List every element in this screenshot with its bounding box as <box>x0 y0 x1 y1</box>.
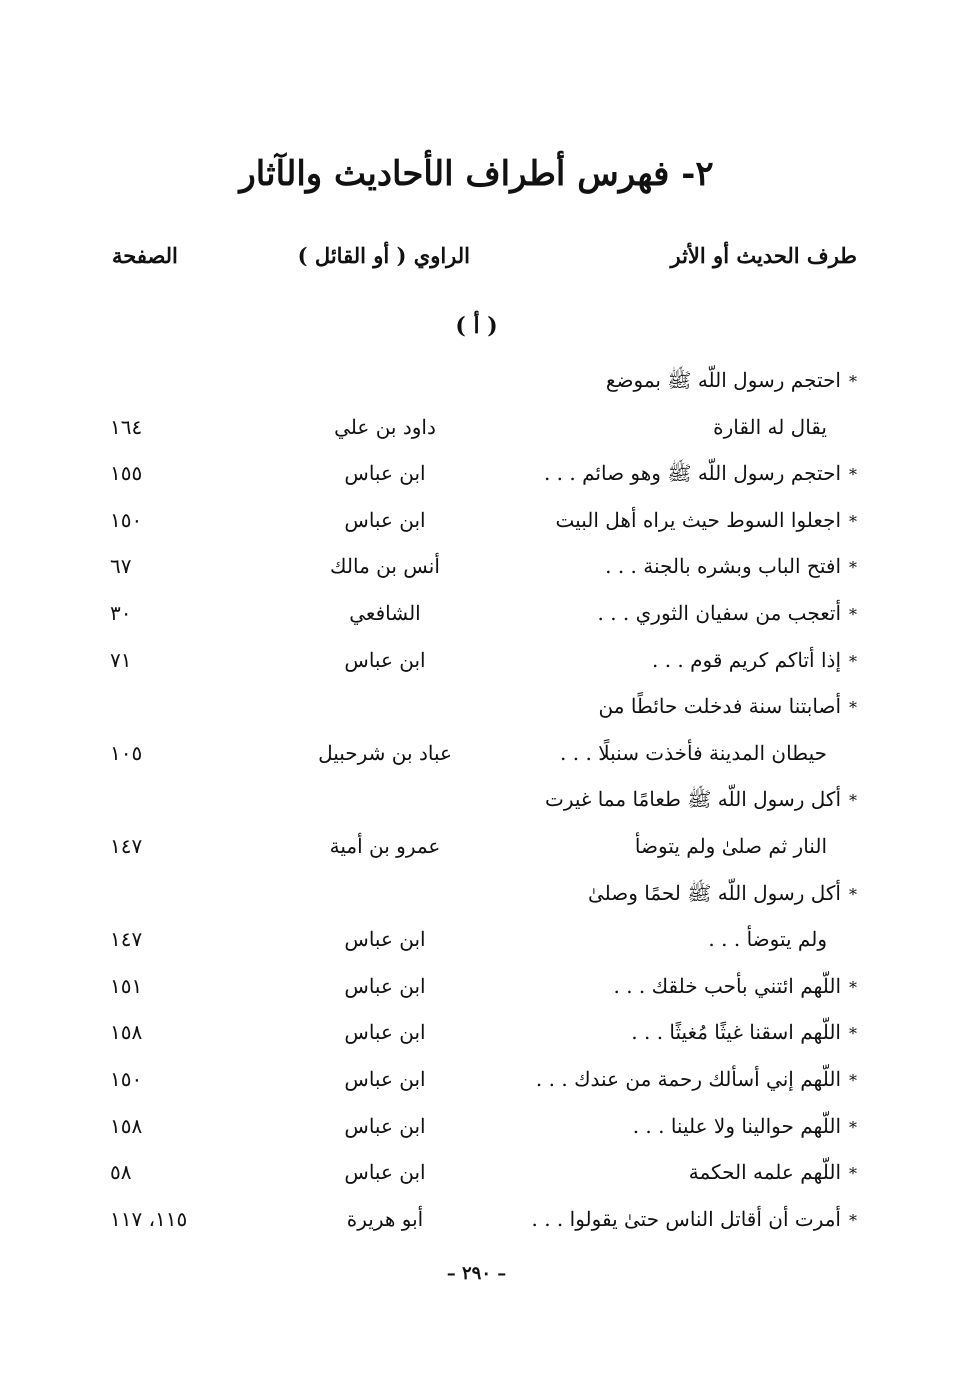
narrator-name: ابن عباس <box>344 1020 426 1045</box>
hadith-excerpt <box>560 741 827 765</box>
hadith-excerpt <box>635 834 827 858</box>
page-number: – ٢٩٠ – <box>446 1263 507 1284</box>
narrator-name: ابن عباس <box>344 1160 426 1185</box>
narrator-name: عباد بن شرحبيل <box>318 740 452 765</box>
asterisk-bullet-icon: * <box>849 1070 857 1090</box>
narrator-name: ابن عباس <box>344 1113 426 1138</box>
hadith-excerpt <box>606 368 857 397</box>
hadith-excerpt <box>631 1020 857 1044</box>
index-row <box>0 409 953 456</box>
asterisk-bullet-icon: * <box>849 465 857 485</box>
index-row <box>0 1014 953 1061</box>
page-reference: ١٤٧ <box>110 833 143 858</box>
index-row <box>0 1061 953 1108</box>
index-row <box>0 455 953 502</box>
page-title: ٢- فهرس أطراف الأحاديث والآثار <box>239 154 714 194</box>
page-reference: ١١٥، ١١٧ <box>110 1206 188 1231</box>
index-row <box>0 595 953 642</box>
index-row <box>0 921 953 968</box>
hadith-excerpt-text: النار ثم صلىٰ ولم يتوضأ <box>634 833 827 858</box>
narrator-name: ابن عباس <box>344 507 426 532</box>
column-header-hadith: طرف الحديث أو الأثر <box>670 243 857 268</box>
hadith-excerpt <box>599 694 857 718</box>
hadith-excerpt-text: أكل رسول اللّه ﷺ طعامًا مما غيرت <box>545 787 841 812</box>
page-reference: ٣٠ <box>110 600 132 625</box>
hadith-excerpt-text: اللّهم ائتني بأحب خلقك . . . <box>613 973 841 998</box>
index-row <box>0 875 953 922</box>
hadith-excerpt-text: افتح الباب وبشره بالجنة . . . <box>605 554 841 579</box>
asterisk-bullet-icon: * <box>849 1210 857 1230</box>
index-row <box>0 828 953 875</box>
hadith-excerpt <box>605 554 857 578</box>
page-reference: ١٥٨ <box>110 1113 143 1138</box>
index-row <box>0 548 953 595</box>
asterisk-bullet-icon: * <box>849 977 857 997</box>
narrator-name: ابن عباس <box>344 461 426 486</box>
page-reference: ١٥١ <box>110 973 143 998</box>
asterisk-bullet-icon: * <box>849 698 857 718</box>
index-row <box>0 502 953 549</box>
hadith-excerpt-text: ولم يتوضأ . . . <box>708 927 827 952</box>
hadith-excerpt <box>532 1207 858 1231</box>
hadith-excerpt <box>713 415 827 439</box>
hadith-excerpt <box>708 927 827 951</box>
hadith-excerpt <box>588 881 857 910</box>
section-letter-heading: ( أ ) <box>455 313 498 339</box>
hadith-excerpt <box>598 601 858 625</box>
hadith-excerpt <box>545 787 857 816</box>
asterisk-bullet-icon: * <box>849 604 857 624</box>
page-reference: ١٠٥ <box>110 740 143 765</box>
asterisk-bullet-icon: * <box>849 1024 857 1044</box>
index-row <box>0 362 953 409</box>
hadith-excerpt-text: أصابتنا سنة فدخلت حائطًا من <box>598 694 841 719</box>
hadith-excerpt <box>689 1160 857 1184</box>
page-reference: ١٦٤ <box>110 414 143 439</box>
index-row <box>0 735 953 782</box>
hadith-excerpt-text: اجعلوا السوط حيث يراه أهل البيت <box>555 507 841 532</box>
hadith-excerpt <box>633 1114 857 1138</box>
page-reference: ٦٧ <box>110 554 132 579</box>
index-row <box>0 688 953 735</box>
hadith-excerpt-text: اللّهم حوالينا ولا علينا . . . <box>632 1113 841 1138</box>
hadith-excerpt <box>614 974 858 998</box>
hadith-excerpt-text: يقال له القارة <box>713 414 827 439</box>
narrator-name: الشافعي <box>349 600 421 625</box>
index-row <box>0 1201 953 1248</box>
asterisk-bullet-icon: * <box>849 1117 857 1137</box>
hadith-excerpt-text: إذا أتاكم كريم قوم . . . <box>652 647 841 672</box>
index-table <box>0 362 953 1247</box>
narrator-name: داود بن علي <box>334 414 436 439</box>
hadith-excerpt <box>556 508 857 532</box>
page-reference: ١٤٧ <box>110 927 143 952</box>
hadith-excerpt <box>652 648 857 672</box>
narrator-name: ابن عباس <box>344 973 426 998</box>
index-row <box>0 1154 953 1201</box>
narrator-name: أبو هريرة <box>346 1206 424 1231</box>
hadith-excerpt <box>544 461 857 490</box>
page-reference: ١٥٠ <box>110 1066 143 1091</box>
page-reference: ١٥٥ <box>110 461 143 486</box>
asterisk-bullet-icon: * <box>849 511 857 531</box>
hadith-excerpt-text: أكل رسول اللّه ﷺ لحمًا وصلىٰ <box>587 880 841 905</box>
index-row <box>0 781 953 828</box>
index-row <box>0 968 953 1015</box>
narrator-name: ابن عباس <box>344 647 426 672</box>
asterisk-bullet-icon: * <box>849 884 857 904</box>
hadith-excerpt-text: أتعجب من سفيان الثوري . . . <box>597 600 841 625</box>
hadith-excerpt-text: احتجم رسول اللّه ﷺ وهو صائم . . . <box>543 461 841 486</box>
asterisk-bullet-icon: * <box>849 558 857 578</box>
narrator-name: ابن عباس <box>344 927 426 952</box>
page-reference: ١٥٠ <box>110 507 143 532</box>
page-reference: ٧١ <box>110 647 132 672</box>
hadith-excerpt-text: احتجم رسول اللّه ﷺ بموضع <box>605 368 841 392</box>
column-header-page: الصفحة <box>112 243 178 268</box>
index-row <box>0 642 953 689</box>
column-header-narrator: الراوي ( أو القائل ) <box>297 243 470 268</box>
narrator-name: أنس بن مالك <box>330 554 440 579</box>
page-reference: ١٥٨ <box>110 1020 143 1045</box>
asterisk-bullet-icon: * <box>849 372 857 391</box>
hadith-excerpt-text: اللّهم إني أسألك رحمة من عندك . . . <box>535 1066 841 1091</box>
asterisk-bullet-icon: * <box>849 791 857 811</box>
hadith-excerpt-text: اللّهم علمه الحكمة <box>688 1160 841 1185</box>
asterisk-bullet-icon: * <box>849 1164 857 1184</box>
asterisk-bullet-icon: * <box>849 651 857 671</box>
index-row <box>0 1108 953 1155</box>
hadith-excerpt-text: اللّهم اسقنا غيثًا مُغيثًا . . . <box>631 1020 841 1045</box>
page-reference: ٥٨ <box>110 1160 132 1185</box>
narrator-name: ابن عباس <box>344 1066 426 1091</box>
narrator-name: عمرو بن أمية <box>329 833 441 858</box>
hadith-excerpt <box>536 1067 857 1091</box>
hadith-excerpt-text: أمرت أن أقاتل الناس حتىٰ يقولوا . . . <box>531 1206 841 1231</box>
hadith-excerpt-text: حيطان المدينة فأخذت سنبلًا . . . <box>560 740 827 765</box>
